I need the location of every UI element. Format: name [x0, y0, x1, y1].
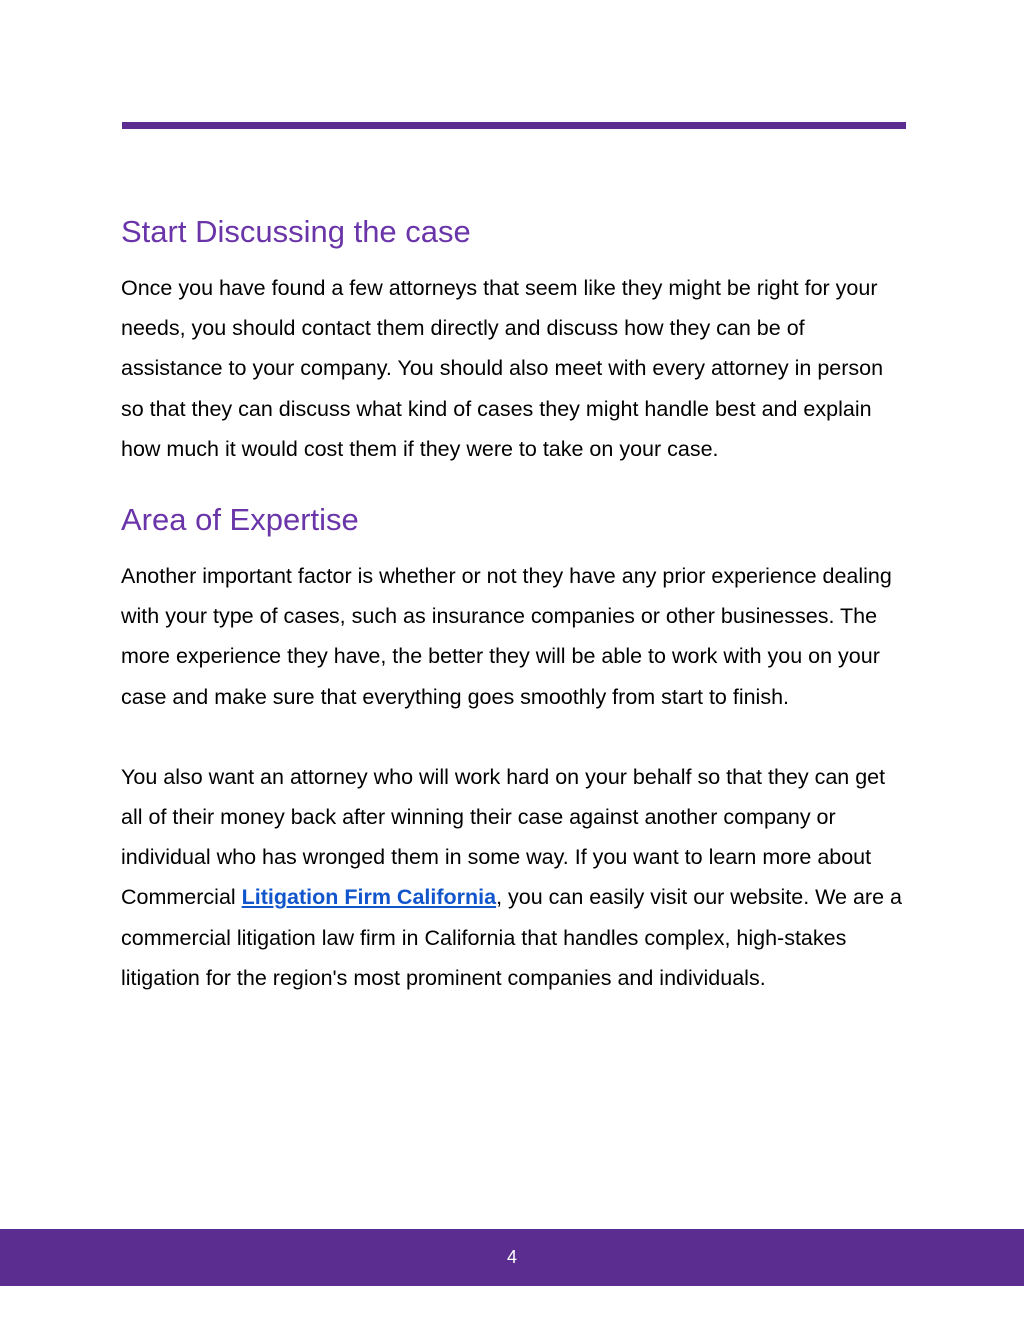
document-body — [121, 210, 911, 998]
section-paragraph-attorney-hard-work — [121, 757, 911, 998]
section-paragraph-start-discussing: Once you have found a few attorneys that seem like they might be right for your needs, you should contact them directly and discuss how they can be of assistance to your company. You should also meet with every attorney in person so that they can discuss what kind of cases they might handle best and explain how much it would cost them if they were to take on your case. — [121, 276, 884, 461]
section-heading-start-discussing: Start Discussing the case — [121, 214, 471, 249]
paragraph-text-after-link: , you can easily visit our website. We are a commercial litigation law firm in California that handles complex, high-stakes litigation for the region's most prominent companies and individuals. — [121, 885, 902, 990]
page-number: 4 — [506, 1247, 517, 1267]
litigation-firm-link[interactable]: Litigation Firm California — [241, 885, 497, 910]
paragraph-text-before-link: You also want an attorney who will work hard on your behalf so that they can get all of their money back after winning their case against another company or individual who has wronged them in some way. If you want to learn more about Commercial — [121, 764, 886, 910]
section-paragraph-area-of-expertise: Another important factor is whether or not they have any prior experience dealing with your type of cases, such as insurance companies or other businesses. The more experience they have, the better they will be able to work with you on your case and make sure that everything goes smoothly from start to finish. — [121, 564, 892, 709]
footer-band — [0, 1229, 1024, 1286]
section-heading-area-of-expertise: Area of Expertise — [121, 502, 359, 538]
top-divider — [122, 122, 906, 129]
